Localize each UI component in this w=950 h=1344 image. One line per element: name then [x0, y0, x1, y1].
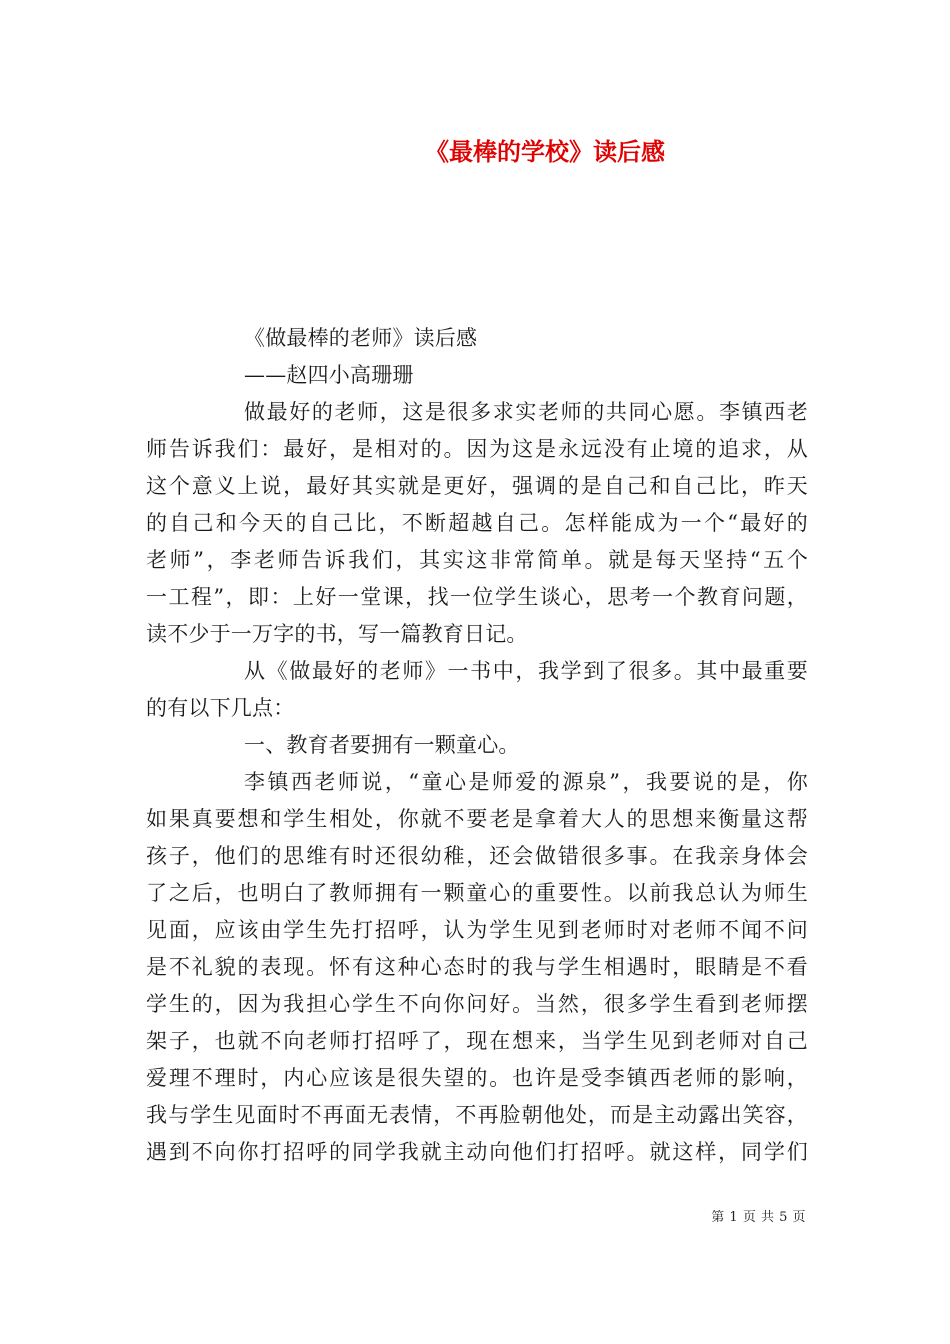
- text-line: 一、教育者要拥有一颗童心。: [244, 733, 520, 757]
- text-line: 是不礼貌的表现。怀有这种心态时的我与学生相遇时，眼睛是不看: [146, 955, 808, 979]
- text-line: 见面，应该由学生先打招呼，认为学生见到老师时对老师不闻不问: [146, 918, 808, 942]
- text-line: 我与学生见面时不再面无表情，不再脸朝他处，而是主动露出笑容，: [146, 1103, 808, 1127]
- text-line: 李镇西老师说，“童心是师爱的源泉”，我要说的是，你: [244, 770, 808, 794]
- document-title: 《最棒的学校》读后感: [425, 137, 665, 166]
- document-body: [146, 320, 808, 1171]
- text-line: 的自己和今天的自己比，不断超越自己。怎样能成为一个“最好的: [146, 511, 808, 535]
- text-line: 《做最棒的老师》读后感: [244, 326, 478, 350]
- text-line: 如果真要想和学生相处，你就不要老是拿着大人的思想来衡量这帮: [146, 807, 808, 831]
- text-line: 这个意义上说，最好其实就是更好，强调的是自己和自己比，昨天: [146, 474, 808, 498]
- text-line: 老师”，李老师告诉我们，其实这非常简单。就是每天坚持“五个: [146, 548, 808, 572]
- text-line: 爱理不理时，内心应该是很失望的。也许是受李镇西老师的影响，: [146, 1066, 808, 1090]
- text-line: 了之后，也明白了教师拥有一颗童心的重要性。以前我总认为师生: [146, 881, 808, 905]
- text-line: 师告诉我们：最好，是相对的。因为这是永远没有止境的追求，从: [146, 437, 808, 461]
- text-line: 做最好的老师，这是很多求实老师的共同心愿。李镇西老: [244, 400, 808, 424]
- text-line: ——赵四小高珊珊: [244, 363, 414, 387]
- text-line: 架子，也就不向老师打招呼了，现在想来，当学生见到老师对自己: [146, 1029, 808, 1053]
- text-line: 从《做最好的老师》一书中，我学到了很多。其中最重要: [244, 659, 808, 683]
- text-line: 学生的，因为我担心学生不向你问好。当然，很多学生看到老师摆: [146, 992, 808, 1016]
- text-line: 的有以下几点：: [146, 696, 295, 720]
- text-line: 读不少于一万字的书，写一篇教育日记。: [146, 622, 528, 646]
- text-line: 一工程”，即：上好一堂课，找一位学生谈心，思考一个教育问题，: [146, 585, 808, 609]
- page-number-footer: 第 1 页 共 5 页: [711, 1210, 806, 1225]
- text-line: 遇到不向你打招呼的同学我就主动向他们打招呼。就这样，同学们: [146, 1140, 808, 1164]
- text-line: 孩子，他们的思维有时还很幼稚，还会做错很多事。在我亲身体会: [146, 844, 808, 868]
